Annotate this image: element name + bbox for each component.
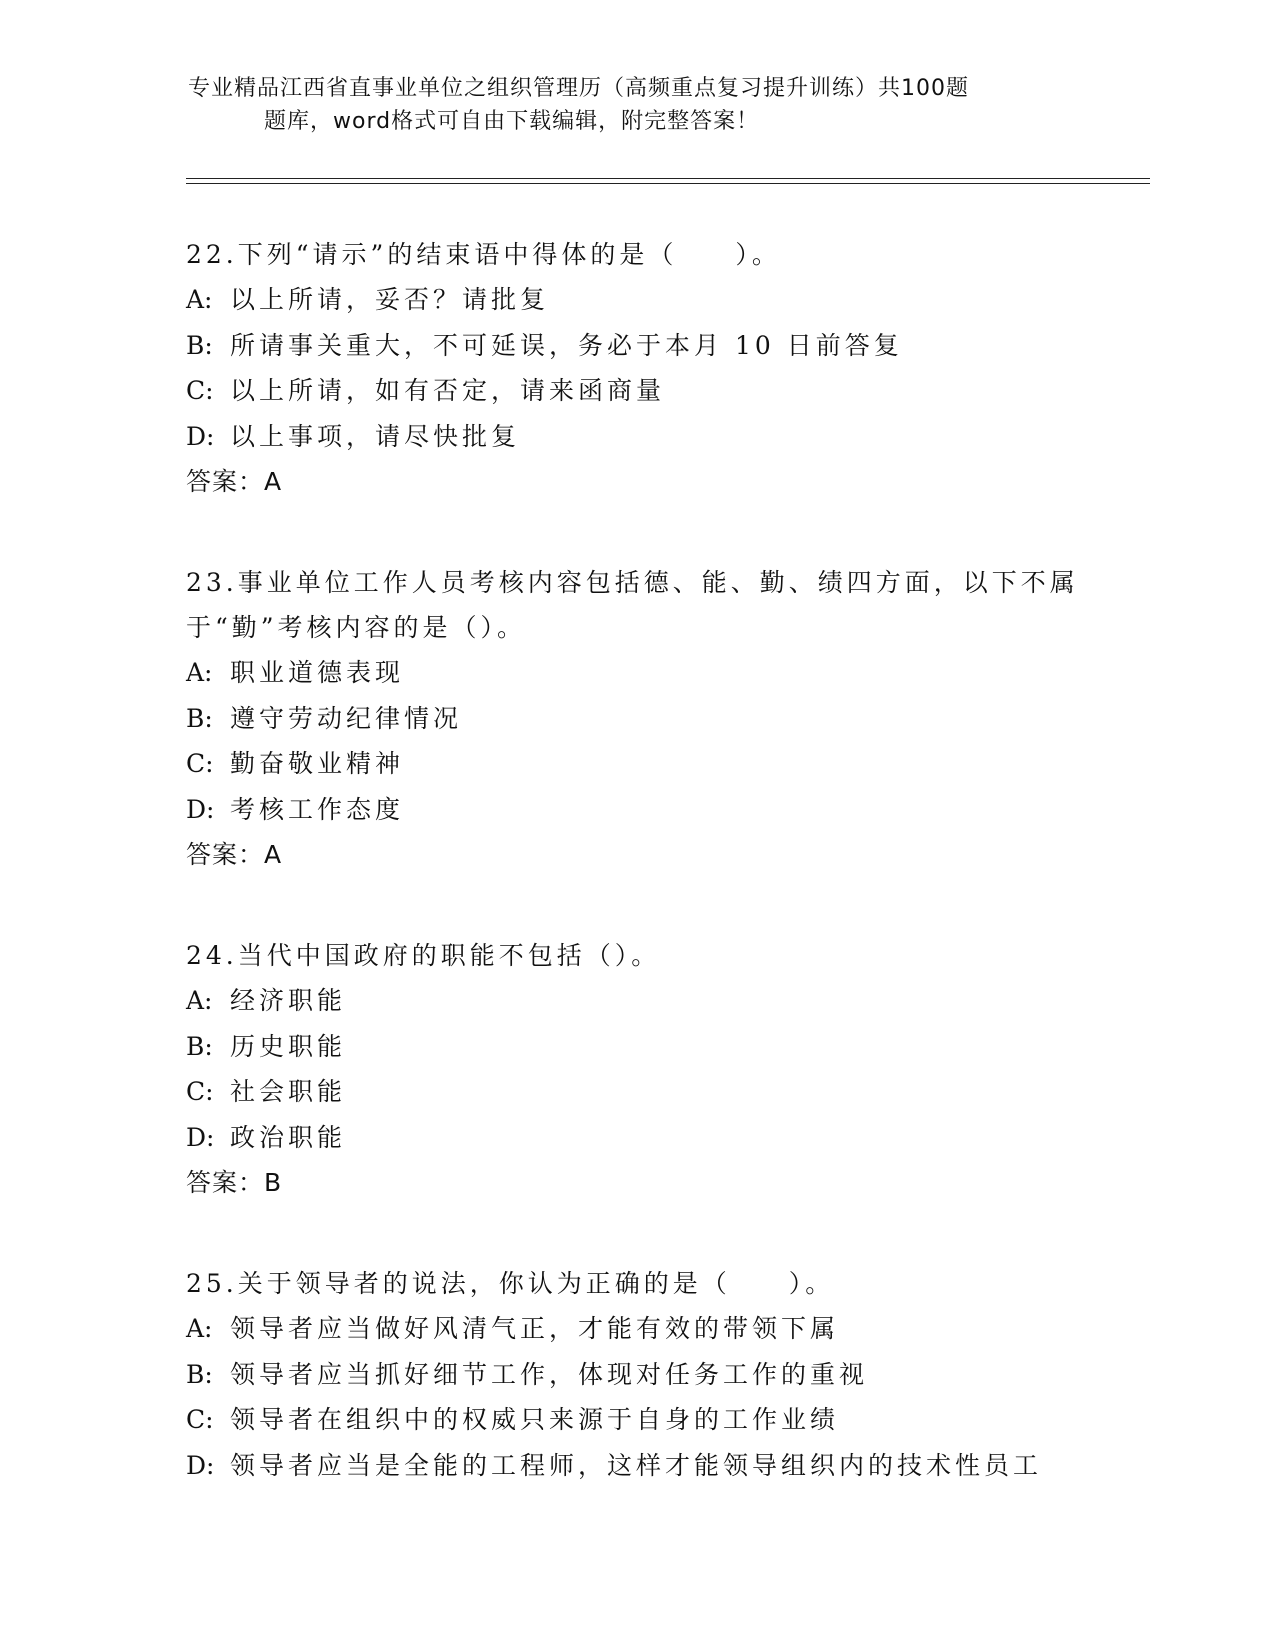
option-text: 政治职能: [230, 1122, 347, 1152]
option-text: 经济职能: [230, 986, 347, 1015]
option-a: [186, 1306, 1086, 1352]
option-letter: C:: [186, 1405, 214, 1434]
option-b: [186, 1352, 1086, 1398]
option-c: [186, 1069, 1086, 1115]
option-text: 勤奋敬业精神: [230, 749, 405, 778]
question-list: [186, 232, 1086, 1544]
option-text: 以上事项，请尽快批复: [230, 421, 521, 451]
header-title-line1: 专业精品江西省直事业单位之组织管理历（高频重点复习提升训练）共100题: [188, 76, 969, 101]
option-letter: B:: [186, 1031, 213, 1061]
option-b: [186, 1024, 1086, 1070]
option-b: [186, 323, 1086, 369]
option-d: [186, 1443, 1086, 1489]
option-letter: A:: [186, 986, 213, 1015]
option-letter: D:: [186, 1450, 215, 1480]
option-text: 领导者在组织中的权威只来源于自身的工作业绩: [230, 1405, 840, 1434]
question-stem: 24.当代中国政府的职能不包括（）。: [186, 941, 661, 970]
option-c: [186, 368, 1086, 414]
option-letter: C:: [186, 1077, 214, 1106]
option-text: 以上所请，如有否定，请来函商量: [230, 376, 666, 405]
option-letter: C:: [186, 749, 214, 778]
question-24: [186, 933, 1086, 1205]
option-text: 所请事关重大，不可延误，务必于本月 10 日前答复: [230, 330, 903, 360]
option-c: [186, 1397, 1086, 1443]
option-letter: A:: [186, 285, 213, 314]
option-text: 社会职能: [230, 1077, 347, 1106]
question-stem: 25.关于领导者的说法，你认为正确的是（ ）。: [186, 1269, 835, 1298]
option-b: [186, 696, 1086, 742]
option-text: 以上所请，妥否？请批复: [230, 285, 550, 314]
option-text: 职业道德表现: [230, 658, 405, 687]
option-a: [186, 978, 1086, 1024]
option-letter: D:: [186, 794, 215, 824]
option-letter: A:: [186, 1314, 213, 1343]
option-text: 领导者应当做好风清气正，才能有效的带领下属: [230, 1314, 840, 1343]
option-a: [186, 650, 1086, 696]
header-title-line2: 题库，word格式可自由下载编辑，附完整答案！: [264, 109, 760, 134]
document-header: [188, 72, 1068, 138]
answer-line: 答案：A: [186, 467, 283, 496]
option-c: [186, 741, 1086, 787]
option-text: 领导者应当抓好细节工作，体现对任务工作的重视: [230, 1359, 869, 1389]
question-22: [186, 232, 1086, 504]
option-letter: B:: [186, 1359, 213, 1389]
question-25: [186, 1261, 1086, 1488]
option-text: 领导者应当是全能的工程师，这样才能领导组织内的技术性员工: [230, 1450, 1043, 1480]
question-23: [186, 560, 1086, 877]
answer-line: 答案：B: [186, 1168, 283, 1197]
option-letter: D:: [186, 1122, 215, 1152]
header-divider-bottom: [186, 183, 1150, 184]
header-divider-top: [186, 178, 1150, 179]
option-text: 遵守劳动纪律情况: [230, 703, 463, 733]
option-d: [186, 414, 1086, 460]
option-letter: D:: [186, 421, 215, 451]
question-stem: 22.下列“请示”的结束语中得体的是（ ）。: [186, 240, 781, 269]
option-letter: A:: [186, 658, 213, 687]
option-d: [186, 787, 1086, 833]
option-a: [186, 277, 1086, 323]
option-letter: B:: [186, 703, 213, 733]
option-text: 历史职能: [230, 1031, 347, 1061]
option-text: 考核工作态度: [230, 794, 405, 824]
question-stem: 23.事业单位工作人员考核内容包括德、能、勤、绩四方面，以下不属于“勤”考核内容的是（）。: [186, 568, 1079, 642]
option-letter: B:: [186, 330, 213, 360]
option-letter: C:: [186, 376, 214, 405]
answer-line: 答案：A: [186, 840, 283, 869]
option-d: [186, 1115, 1086, 1161]
